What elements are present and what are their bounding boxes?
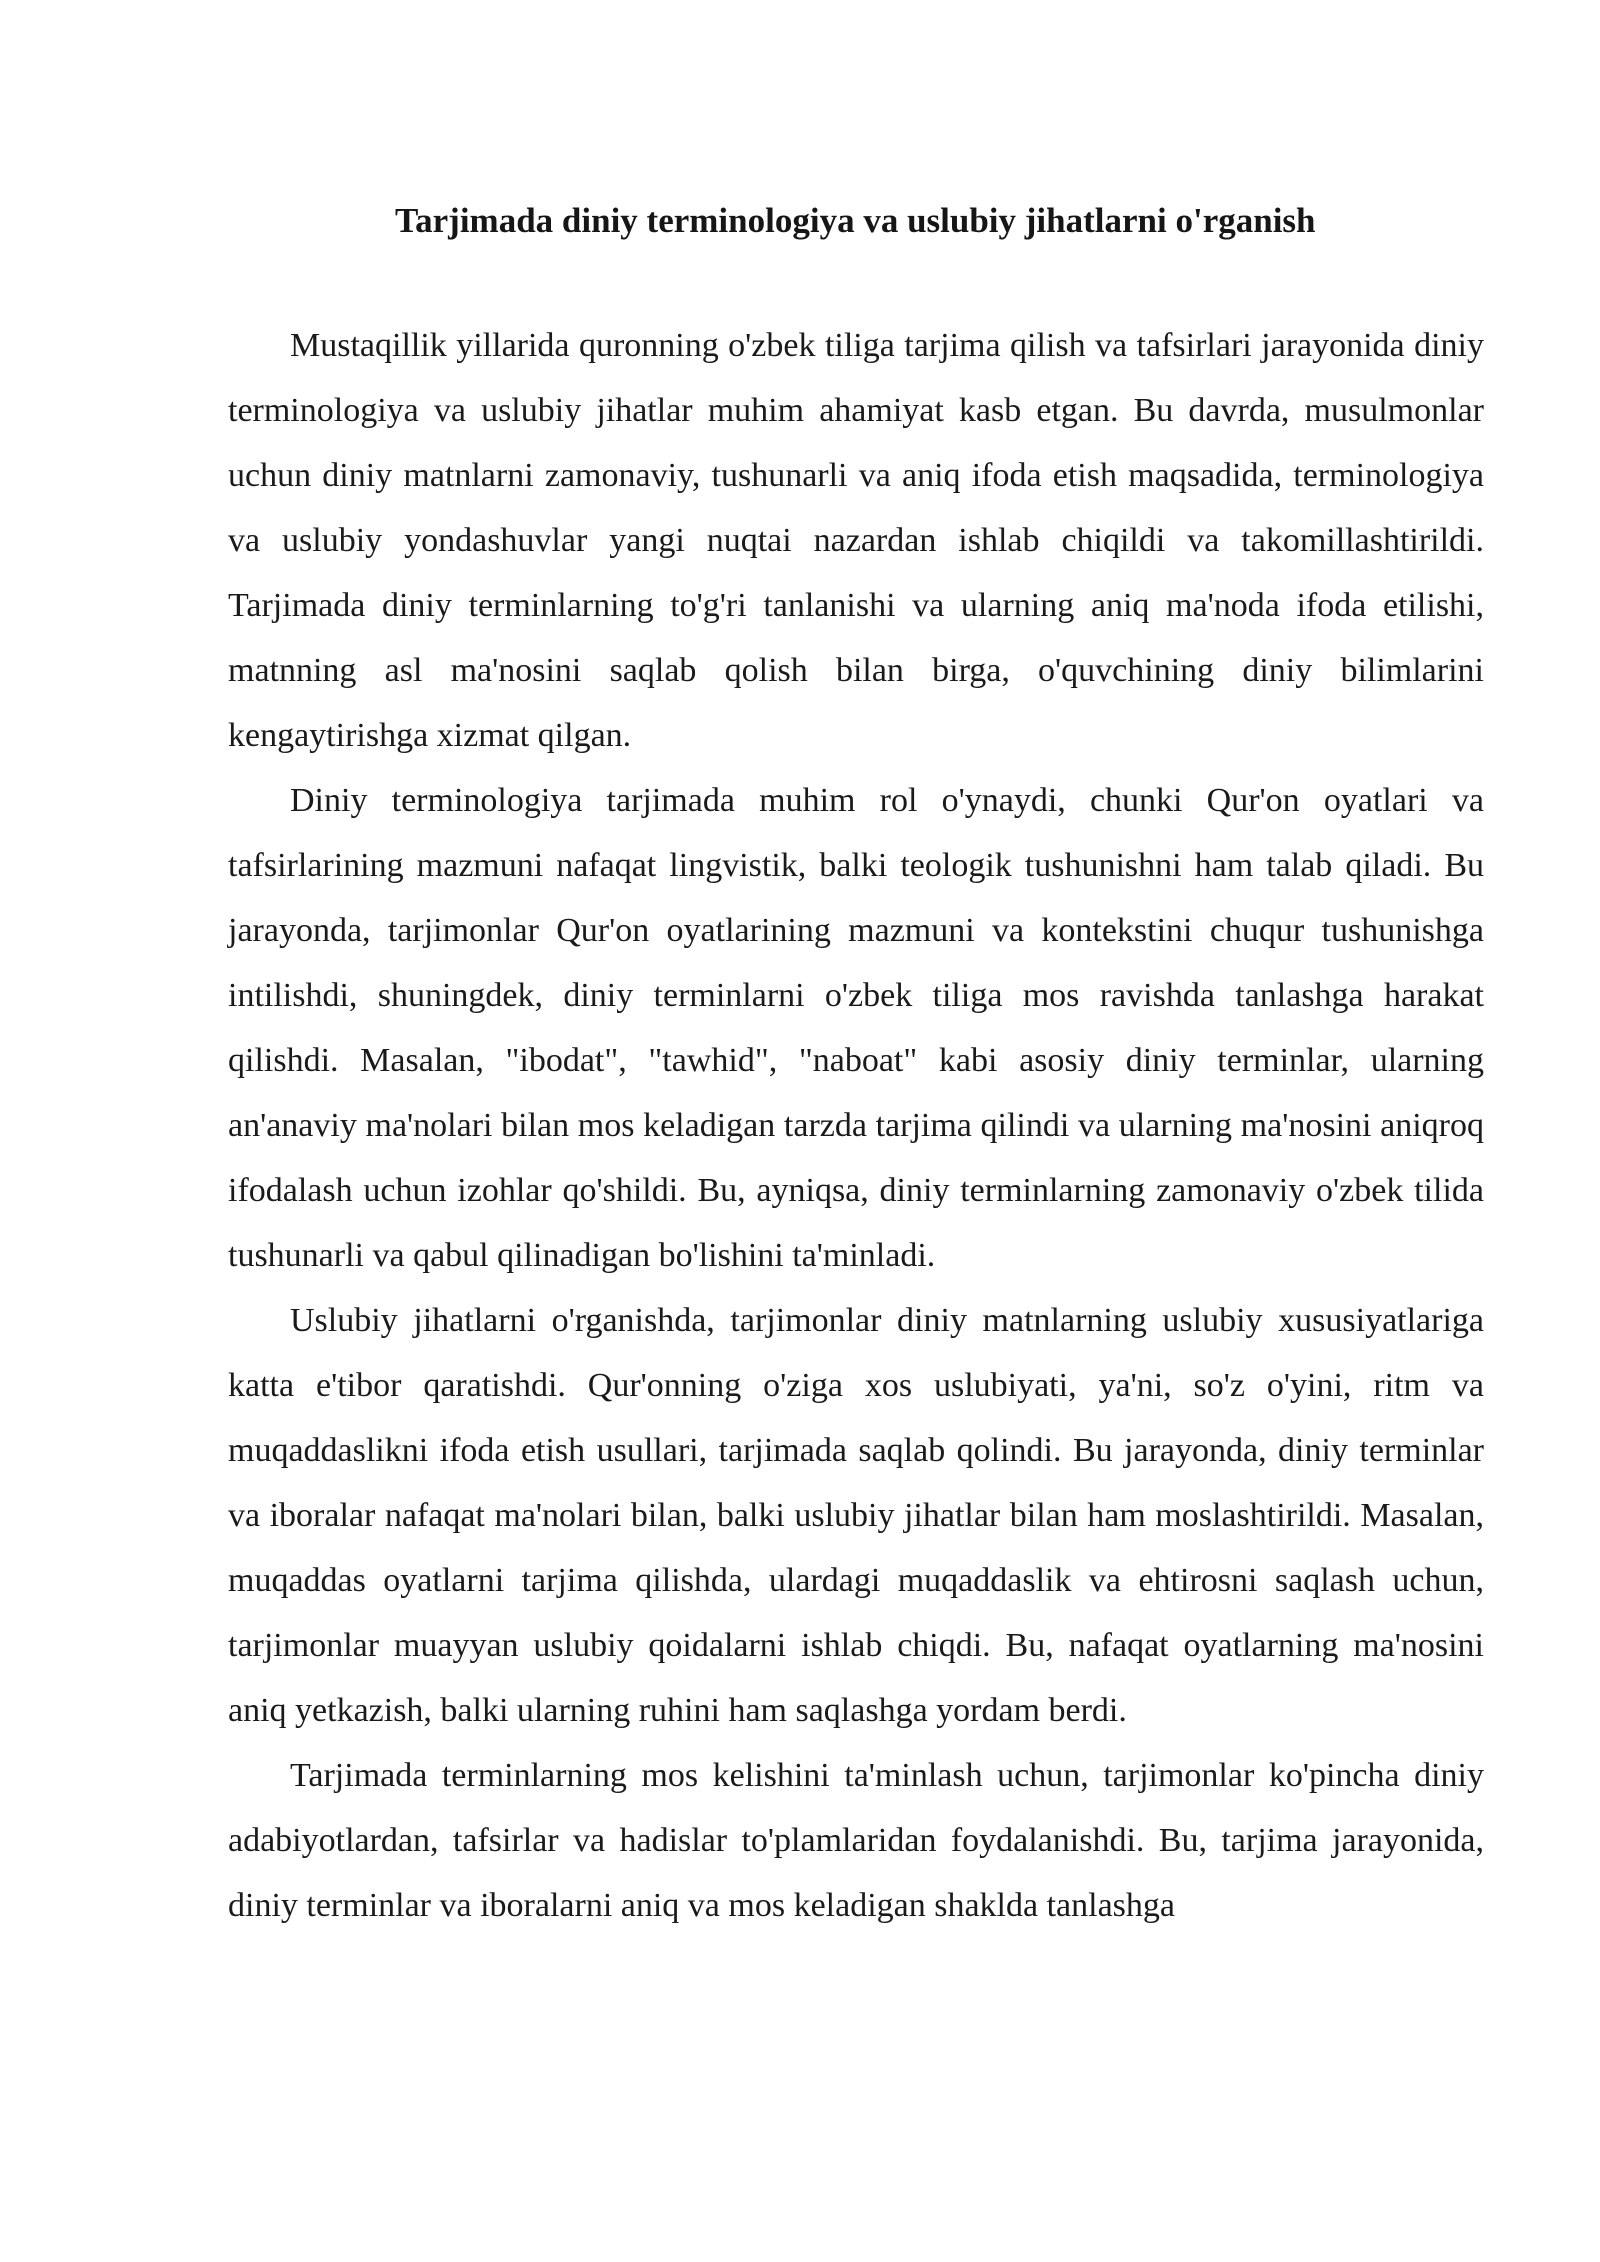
paragraph-3: Uslubiy jihatlarni o'rganishda, tarjimonlar diniy matnlarning uslubiy xususiyatlariga katta e'tibor qaratishdi. Qur'onning o'ziga xos uslubiyati, ya'ni, so'z o'yini, ritm va muqaddaslikni ifoda etish usullari, tarjimada saqlab qolindi. Bu jarayonda, diniy terminlar va iboralar nafaqat ma'nolari bilan, balki uslubiy jihatlar bilan ham moslashtirildi. Masalan, muqaddas oyatlarni tarjima qilishda, ulardagi muqaddaslik va ehtirosni saqlash uchun, tarjimonlar muayyan uslubiy qoidalarni ishlab chiqdi. Bu, nafaqat oyatlarning ma'nosini aniq yetkazish, balki ularning ruhini ham saqlashga yordam berdi. [228, 1302, 1484, 1729]
paragraph-2: Diniy terminologiya tarjimada muhim rol o'ynaydi, chunki Qur'on oyatlari va tafsirlarining mazmuni nafaqat lingvistik, balki teologik tushunishni ham talab qiladi. Bu jarayonda, tarjimonlar Qur'on oyatlarining mazmuni va kontekstini chuqur tushunishga intilishdi, shuningdek, diniy terminlarni o'zbek tiliga mos ravishda tanlashga harakat qilishdi. Masalan, "ibodat", "tawhid", "naboat" kabi asosiy diniy terminlar, ularning an'anaviy ma'nolari bilan mos keladigan tarzda tarjima qilindi va ularning ma'nosini aniqroq ifodalash uchun izohlar qo'shildi. Bu, ayniqsa, diniy terminlarning zamonaviy o'zbek tilida tushunarli va qabul qilinadigan bo'lishini ta'minladi. [228, 782, 1484, 1274]
document-body [228, 313, 1484, 1938]
document-title: Tarjimada diniy terminologiya va uslubiy jihatlarni o'rganish [395, 201, 1316, 240]
paragraph-1: Mustaqillik yillarida quronning o'zbek tiliga tarjima qilish va tafsirlari jarayonida diniy terminologiya va uslubiy jihatlar muhim ahamiyat kasb etgan. Bu davrda, musulmonlar uchun diniy matnlarni zamonaviy, tushunarli va aniq ifoda etish maqsadida, terminologiya va uslubiy yondashuvlar yangi nuqtai nazardan ishlab chiqildi va takomillashtirildi. Tarjimada diniy terminlarning to'g'ri tanlanishi va ularning aniq ma'noda ifoda etilishi, matnning asl ma'nosini saqlab qolish bilan birga, o'quvchining diniy bilimlarini kengaytirishga xizmat qilgan. [228, 327, 1484, 754]
paragraph-4: Tarjimada terminlarning mos kelishini ta'minlash uchun, tarjimonlar ko'pincha diniy adabiyotlardan, tafsirlar va hadislar to'plamlaridan foydalanishdi. Bu, tarjima jarayonida, diniy terminlar va iboralarni aniq va mos keladigan shaklda tanlashga [228, 1757, 1484, 1924]
